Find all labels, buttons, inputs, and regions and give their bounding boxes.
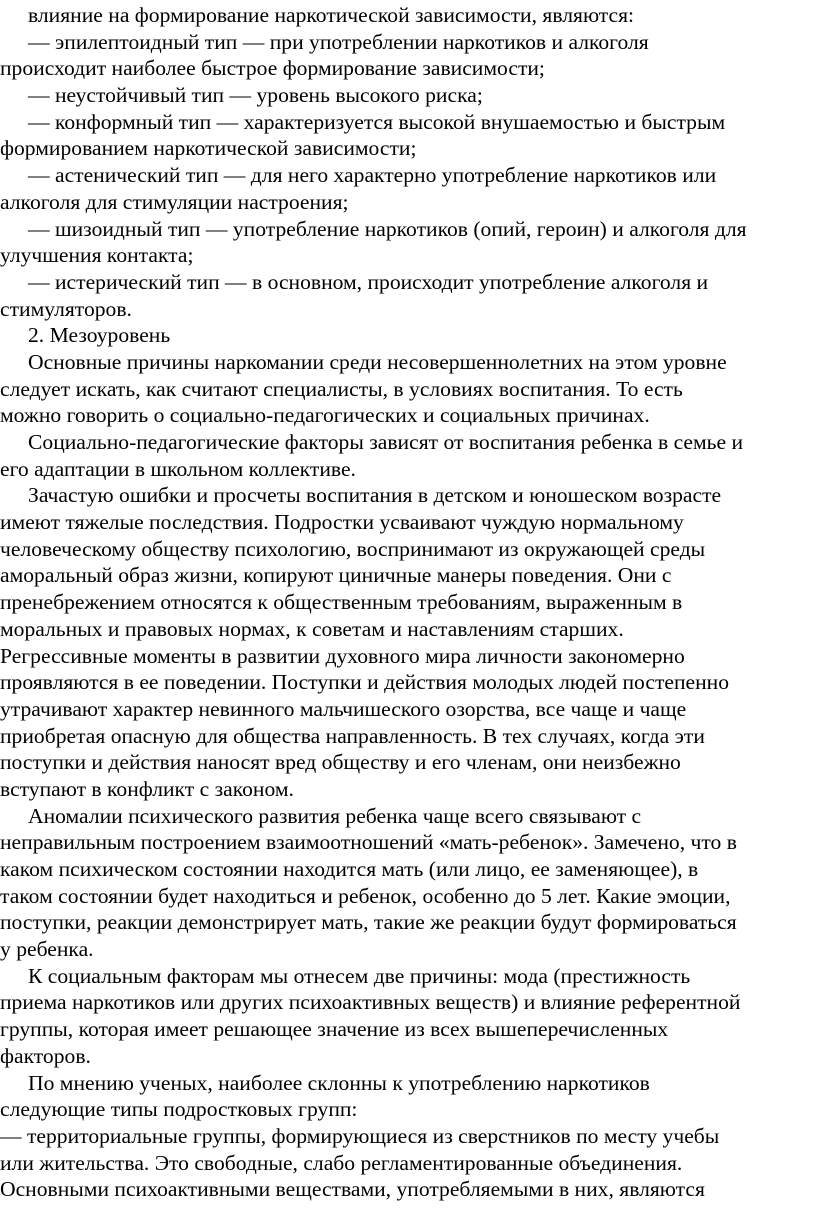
text-line: человеческому обществу психологию, воспринимают из окружающей среды xyxy=(0,536,706,561)
text-line: улучшения контакта; xyxy=(0,243,194,268)
text-line: следует искать, как считают специалисты, в условиях воспитания. То есть xyxy=(0,376,683,401)
text-line: Основными психоактивными веществами, употребляемыми в них, являются xyxy=(0,1177,705,1202)
text-line: пренебрежением относятся к общественным требованиям, выраженным в xyxy=(0,590,683,615)
text-line: влияние на формирование наркотической зависимости, являются: xyxy=(28,3,635,27)
text-line: поступки и действия наносят вред обществу и его членам, они неизбежно xyxy=(0,750,681,775)
text-line: — астенический тип — для него характерно употребление наркотиков или xyxy=(28,163,717,188)
text-line: Аномалии психического развития ребенка чаще всего связывают с xyxy=(28,803,642,828)
text-line: К социальным факторам мы отнесем две причины: мода (престижность xyxy=(28,963,691,988)
text-line: вступают в конфликт с законом. xyxy=(0,776,294,801)
text-line: группы, которая имеет решающее значение из всех вышеперечисленных xyxy=(0,1017,669,1042)
text-line: неправильным построением взаимоотношений «мать-ребенок». Замечено, что в xyxy=(0,830,737,855)
text-line: — неустойчивый тип — уровень высокого риска; xyxy=(28,83,483,108)
document-page xyxy=(0,2,816,1229)
text-line: у ребенка. xyxy=(0,937,94,962)
text-line: — шизоидный тип — употребление наркотиков (опий, героин) и алкоголя для xyxy=(28,216,747,241)
text-line: стимуляторов. xyxy=(0,296,132,321)
text-line: происходит наиболее быстрое формирование зависимости; xyxy=(0,56,545,81)
text-line: 2. Мезоуровень xyxy=(28,323,171,348)
text-line: или жительства. Это свободные, слабо регламентированные объединения. xyxy=(0,1150,683,1175)
text-line: каком психическом состоянии находится мать (или лицо, ее заменяющее), в xyxy=(0,857,699,881)
text-line: таком состоянии будет находиться и ребенок, особенно до 5 лет. Какие эмоции, xyxy=(0,883,731,908)
text-line: приема наркотиков или других психоактивных веществ) и влияние референтной xyxy=(0,990,741,1015)
text-line: факторов. xyxy=(0,1043,91,1068)
document-body xyxy=(0,2,816,1203)
text-line: поступки, реакции демонстрирует мать, такие же реакции будут формироваться xyxy=(0,910,737,935)
text-line: — эпилептоидный тип — при употреблении наркотиков и алкоголя xyxy=(28,29,649,54)
text-line: По мнению ученых, наиболее склонны к употреблению наркотиков xyxy=(28,1070,650,1095)
text-line: аморальный образ жизни, копируют циничные манеры поведения. Они с xyxy=(0,563,672,588)
text-line: Основные причины наркомании среди несовершеннолетних на этом уровне xyxy=(28,349,727,374)
text-line: Социально-педагогические факторы зависят от воспитания ребенка в семье и xyxy=(28,430,744,454)
text-line: — территориальные группы, формирующиеся из сверстников по месту учебы xyxy=(0,1123,720,1148)
text-line: проявляются в ее поведении. Поступки и действия молодых людей постепенно xyxy=(0,670,730,695)
text-line: следующие типы подростковых групп: xyxy=(0,1097,358,1122)
text-line: моральных и правовых нормах, к советам и наставлениям старших. xyxy=(0,616,624,641)
text-line: — конформный тип — характеризуется высокой внушаемостью и быстрым xyxy=(28,109,726,134)
text-line: имеют тяжелые последствия. Подростки усваивают чуждую нормальному xyxy=(0,510,684,535)
text-line: алкоголя для стимуляции настроения; xyxy=(0,189,349,214)
text-line: можно говорить о социально-педагогических и социальных причинах. xyxy=(0,403,650,428)
text-line: формированием наркотической зависимости; xyxy=(0,136,417,161)
text-line: Зачастую ошибки и просчеты воспитания в детском и юношеском возрасте xyxy=(28,483,722,508)
text-line: — истерический тип — в основном, происходит употребление алкоголя и xyxy=(28,269,709,294)
text-line: приобретая опасную для общества направленность. В тех случаях, когда эти xyxy=(0,723,705,748)
text-line: его адаптации в школьном коллективе. xyxy=(0,456,356,481)
text-line: утрачивают характер невинного мальчишеского озорства, все чаще и чаще xyxy=(0,696,687,721)
text-line: Регрессивные моменты в развитии духовного мира личности закономерно xyxy=(0,643,685,668)
